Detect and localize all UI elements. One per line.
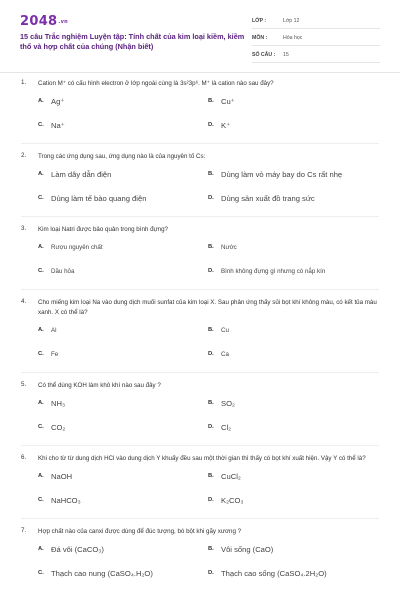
answer-option[interactable]	[208, 97, 378, 106]
option-text: K₂CO₃	[221, 495, 244, 505]
option-letter: C.	[38, 351, 44, 357]
answer-option[interactable]	[208, 268, 378, 275]
meta-value: Lớp 12	[283, 18, 300, 24]
option-text: CO₂	[51, 422, 66, 432]
question-divider	[21, 289, 379, 290]
option-text: Cu⁺	[221, 96, 235, 106]
answer-row	[38, 259, 379, 283]
option-text: NH₃	[51, 398, 66, 408]
answer-option[interactable]	[38, 545, 208, 554]
option-text: Thạch cao nung (CaSO₄.H₂O)	[51, 568, 153, 578]
answer-option[interactable]	[38, 472, 208, 481]
answer-row	[38, 537, 379, 561]
answer-option[interactable]	[38, 351, 208, 358]
header-divider	[0, 72, 400, 73]
option-letter: D.	[208, 424, 214, 430]
question-text: Trong các ứng dụng sau, ứng dụng nào là của nguyên tố Cs:	[38, 153, 206, 160]
answer-option[interactable]	[38, 399, 208, 408]
option-text: Thạch cao sống (CaSO₄.2H₂O)	[221, 568, 327, 578]
answer-row	[38, 162, 379, 186]
question-item	[21, 225, 379, 283]
option-text: NaOH	[51, 471, 73, 481]
option-letter: D.	[208, 351, 214, 357]
worksheet-title: 15 câu Trắc nghiệm Luyện tập: Tính chất của kim loại kiềm, kiềm thổ và hợp chất của chúng (Nhận biết)	[20, 32, 245, 51]
worksheet-header	[0, 0, 400, 66]
option-letter: D.	[208, 195, 214, 201]
option-letter: C.	[38, 122, 44, 128]
option-letter: B.	[208, 98, 214, 104]
option-letter: C.	[38, 268, 44, 274]
answer-option[interactable]	[38, 121, 208, 130]
question-number: 3.	[21, 225, 27, 232]
option-letter: A.	[38, 244, 44, 250]
option-text: Rượu nguyên chất	[51, 243, 103, 251]
option-text: Đá vôi (CaCO₃)	[51, 544, 104, 554]
answer-option[interactable]	[38, 327, 208, 334]
question-item	[21, 152, 379, 210]
answer-option[interactable]	[38, 423, 208, 432]
question-number: 7.	[21, 527, 27, 534]
meta-value: 15	[283, 52, 289, 58]
question-item	[21, 454, 379, 512]
question-text: Kim loại Natri được bảo quản trong bình đựng?	[38, 226, 168, 233]
answer-option[interactable]	[208, 472, 378, 481]
answer-options	[38, 464, 379, 512]
answer-option[interactable]	[38, 244, 208, 251]
answer-option[interactable]	[38, 268, 208, 275]
answer-options	[38, 537, 379, 585]
option-letter: D.	[208, 122, 214, 128]
answer-options	[38, 89, 379, 137]
meta-label: LỚP :	[252, 18, 267, 24]
meta-question-count	[252, 48, 380, 63]
answer-row	[38, 415, 379, 439]
meta-grade	[252, 14, 380, 29]
answer-option[interactable]	[208, 244, 378, 251]
question-text: Cho miếng kim loại Na vào dung dịch muối sunfat của kim loại X. Sau phản ứng thấy sủi bọt khí không màu, có kết tủa màu xanh. X có thể là?	[38, 299, 377, 316]
option-letter: B.	[208, 400, 214, 406]
answer-option[interactable]	[208, 351, 378, 358]
answer-option[interactable]	[38, 97, 208, 106]
answer-row	[38, 391, 379, 415]
option-text: Bình không đựng gì nhưng có nắp kín	[221, 267, 326, 275]
question-item	[21, 298, 379, 366]
answer-option[interactable]	[208, 327, 378, 334]
option-letter: D.	[208, 570, 214, 576]
answer-option[interactable]	[38, 170, 208, 179]
meta-label: SỐ CÂU :	[252, 52, 276, 58]
option-text: K⁺	[221, 120, 231, 130]
option-letter: A.	[38, 171, 44, 177]
site-logo[interactable]	[20, 14, 68, 29]
answer-row	[38, 235, 379, 259]
option-letter: B.	[208, 327, 214, 333]
option-letter: B.	[208, 244, 214, 250]
question-text: Hợp chất nào của canxi được dùng để đúc tượng, bó bột khi gãy xương ?	[38, 528, 242, 535]
question-divider	[21, 518, 379, 519]
option-text: Cu	[221, 326, 229, 334]
option-text: NaHCO₃	[51, 495, 81, 505]
option-letter: B.	[208, 546, 214, 552]
answer-row	[38, 464, 379, 488]
option-letter: C.	[38, 497, 44, 503]
option-letter: A.	[38, 546, 44, 552]
answer-options	[38, 391, 379, 439]
answer-option[interactable]	[208, 496, 378, 505]
question-number: 4.	[21, 298, 27, 305]
answer-row	[38, 89, 379, 113]
option-letter: C.	[38, 424, 44, 430]
option-text: Fe	[51, 350, 59, 358]
option-text: Ag⁺	[51, 96, 65, 106]
question-text: Cation M⁺ có cấu hình electron ở lớp ngoài cùng là 3s²3p⁶. M⁺ là cation nào sau đây?	[38, 80, 274, 87]
question-item	[21, 527, 379, 585]
answer-option[interactable]	[38, 194, 208, 203]
option-text: CuCl₂	[221, 471, 241, 481]
question-divider	[21, 445, 379, 446]
option-text: Ca	[221, 350, 229, 358]
answer-option[interactable]	[208, 399, 378, 408]
answer-option[interactable]	[38, 496, 208, 505]
option-text: Dầu hỏa	[51, 267, 75, 275]
question-item	[21, 381, 379, 439]
question-text: Có thể dùng KOH làm khô khí nào sau đây ?	[38, 382, 161, 389]
answer-option[interactable]	[208, 121, 378, 130]
answer-row	[38, 342, 379, 366]
answer-options	[38, 162, 379, 210]
answer-row	[38, 186, 379, 210]
answer-row	[38, 113, 379, 137]
question-divider	[21, 372, 379, 373]
question-number: 6.	[21, 454, 27, 461]
answer-option[interactable]	[208, 170, 378, 179]
option-letter: D.	[208, 497, 214, 503]
option-letter: D.	[208, 268, 214, 274]
question-list	[0, 79, 400, 585]
option-text: Dùng làm tế bào quang điện	[51, 193, 147, 203]
option-letter: B.	[208, 171, 214, 177]
answer-row	[38, 318, 379, 342]
option-text: Na⁺	[51, 120, 65, 130]
option-text: Nước	[221, 243, 237, 251]
question-number: 5.	[21, 381, 27, 388]
option-text: Al	[51, 326, 57, 334]
question-text: Khi cho từ từ dung dịch HCl vào dung dịch Y khuấy đều sau một thời gian thì thấy có bọt khí xuất hiện. Vậy Y có thể là?	[38, 455, 366, 462]
meta-subject	[252, 31, 380, 46]
answer-option[interactable]	[208, 423, 378, 432]
option-letter: B.	[208, 473, 214, 479]
meta-label: MÔN :	[252, 35, 268, 41]
option-letter: A.	[38, 327, 44, 333]
answer-option[interactable]	[208, 545, 378, 554]
option-text: Vôi sống (CaO)	[221, 544, 274, 554]
answer-option[interactable]	[38, 569, 208, 578]
answer-options	[38, 235, 379, 283]
answer-options	[38, 318, 379, 366]
question-divider	[21, 143, 379, 144]
answer-option[interactable]	[208, 569, 378, 578]
question-divider	[21, 216, 379, 217]
option-text: Làm dây dẫn điện	[51, 169, 112, 179]
option-letter: C.	[38, 570, 44, 576]
option-letter: A.	[38, 473, 44, 479]
answer-row	[38, 488, 379, 512]
option-letter: C.	[38, 195, 44, 201]
option-text: SO₂	[221, 398, 235, 408]
worksheet-meta	[252, 14, 380, 65]
question-item	[21, 79, 379, 137]
option-text: Dùng sản xuất đồ trang sức	[221, 193, 315, 203]
option-letter: A.	[38, 98, 44, 104]
meta-value: Hóa học	[283, 35, 303, 41]
question-number: 2.	[21, 152, 27, 159]
answer-row	[38, 561, 379, 585]
question-number: 1.	[21, 79, 27, 86]
logo-text: 2048	[20, 14, 58, 29]
option-text: Cl₂	[221, 422, 232, 432]
answer-option[interactable]	[208, 194, 378, 203]
option-letter: A.	[38, 400, 44, 406]
logo-domain: .vn	[58, 18, 69, 25]
option-text: Dùng làm vỏ máy bay do Cs rất nhẹ	[221, 169, 343, 179]
